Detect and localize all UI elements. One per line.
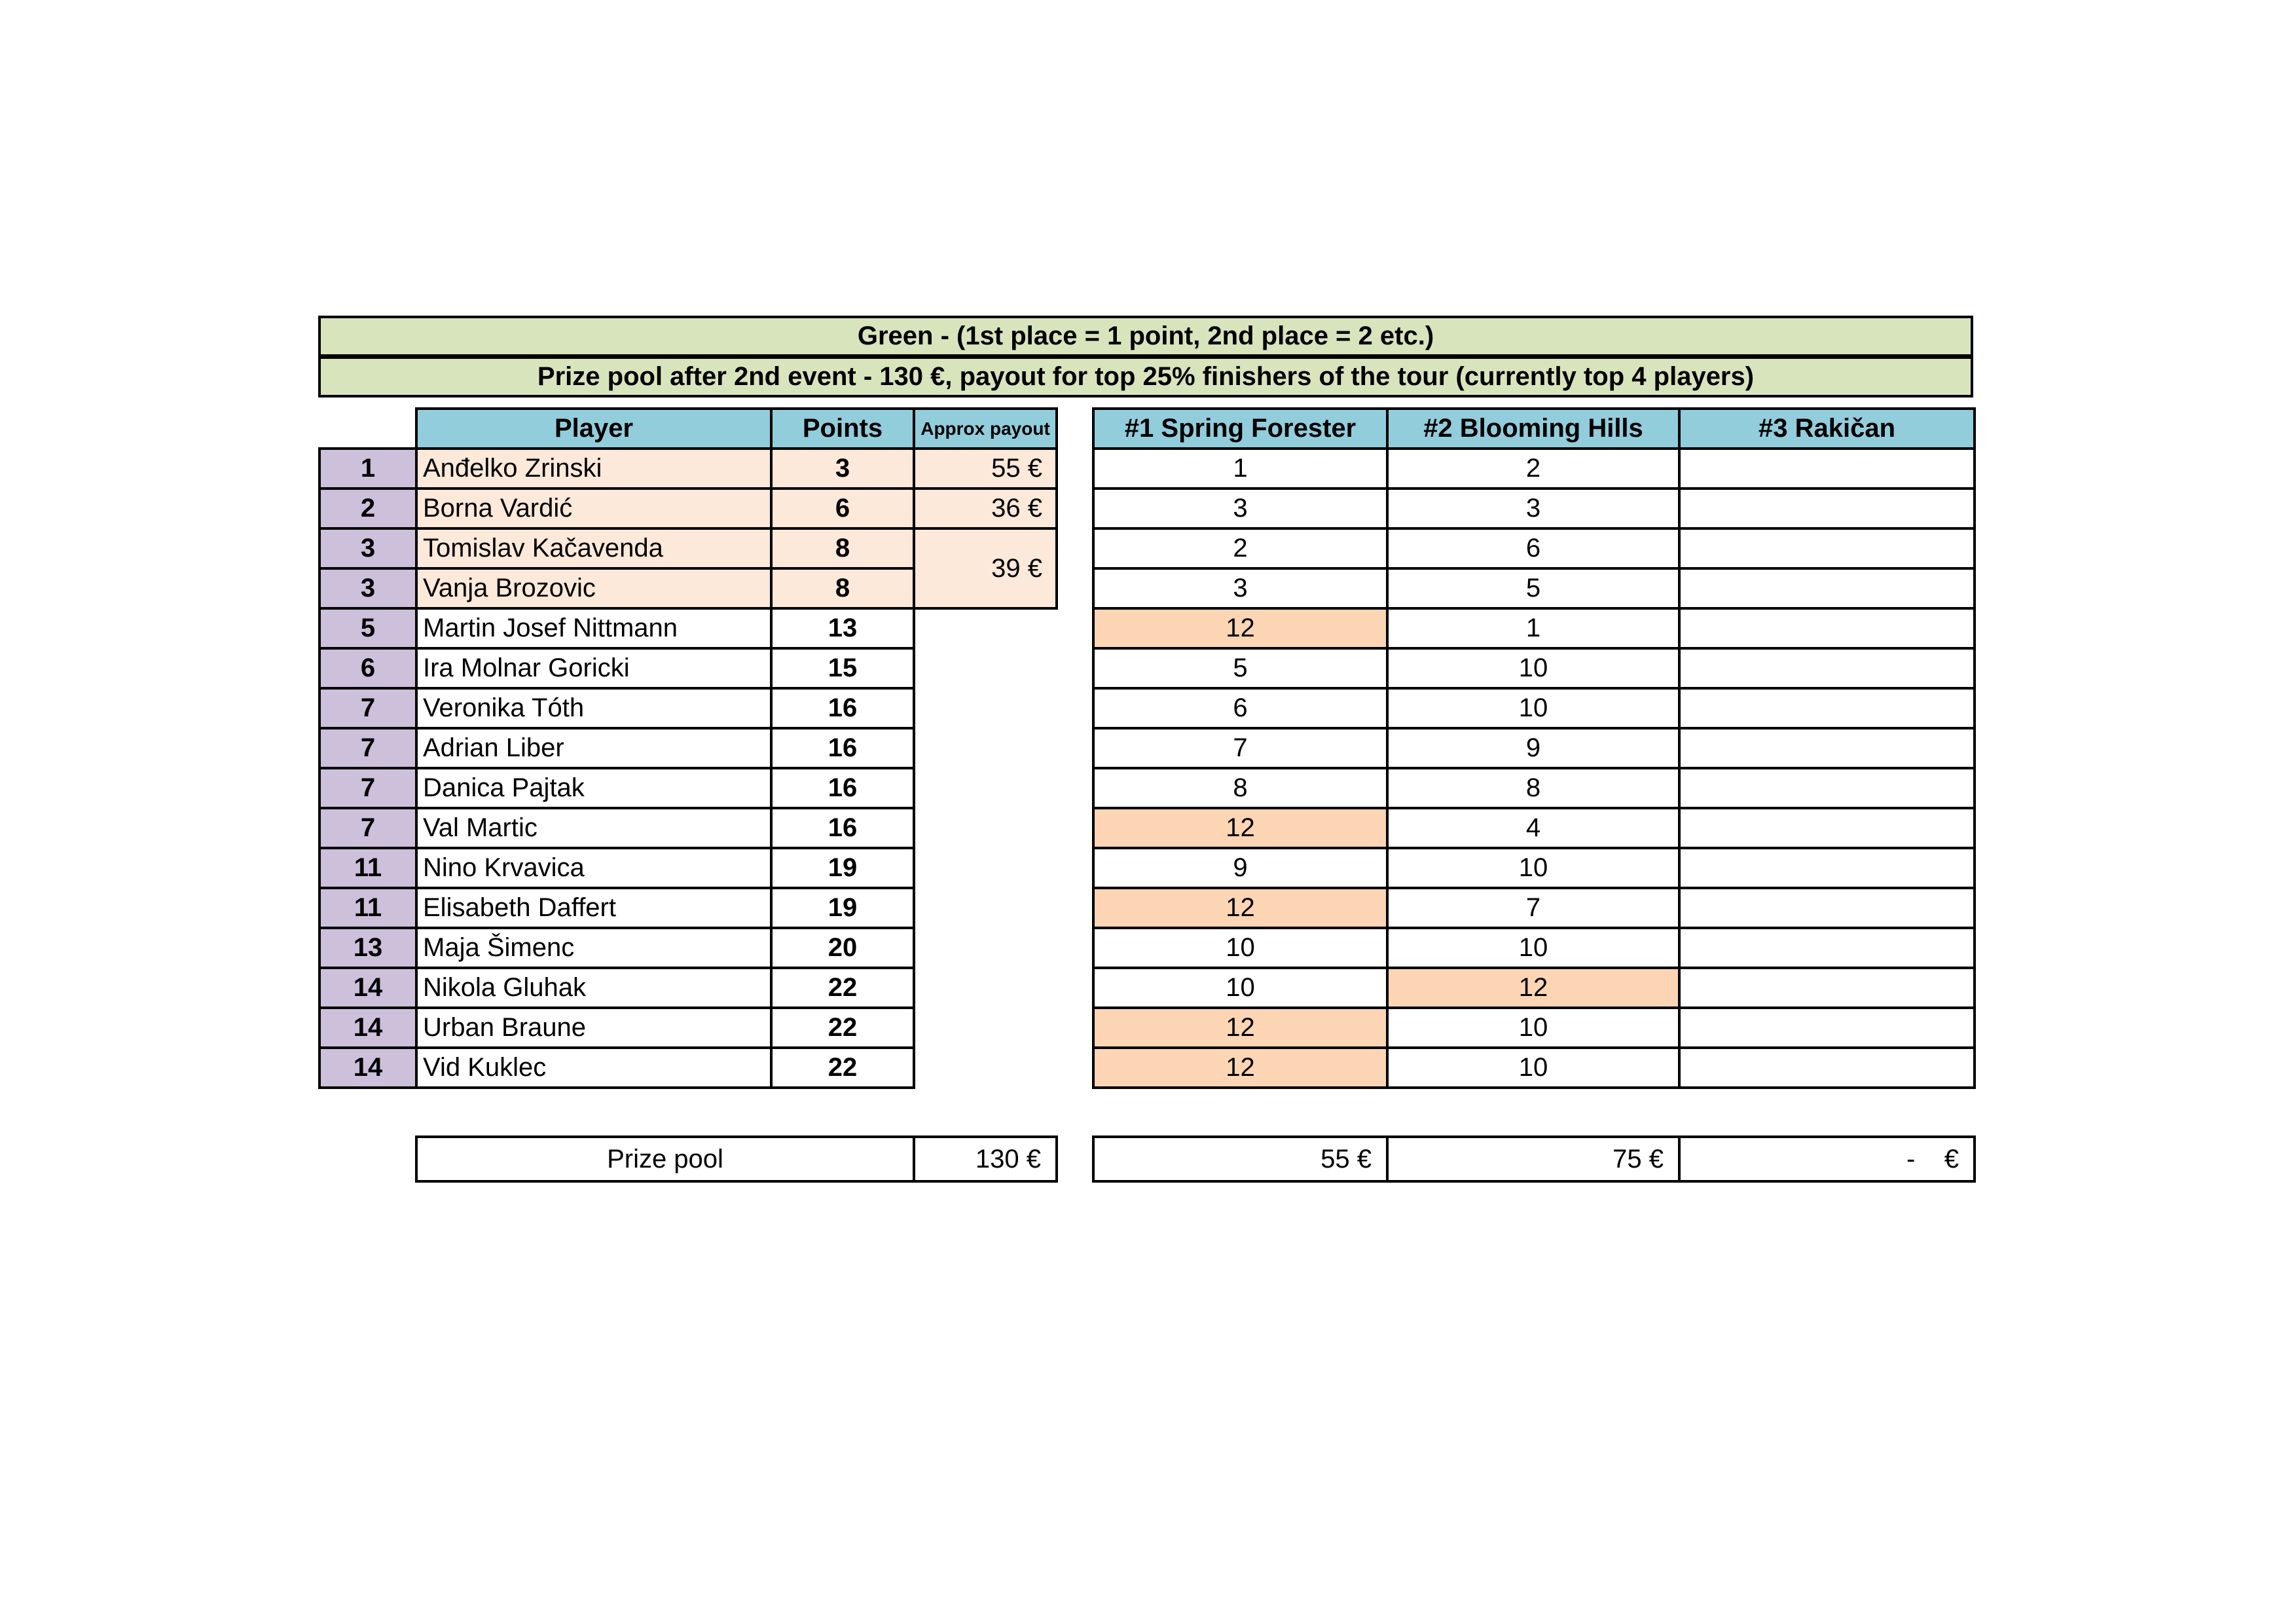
- event-3-cell: [1679, 608, 1975, 648]
- rank-cell: 7: [319, 688, 416, 728]
- event-2-cell: 1: [1387, 608, 1679, 648]
- rank-cell: 7: [319, 768, 416, 808]
- table-row: [319, 808, 1057, 848]
- table-row: [1093, 768, 1975, 808]
- event-1-cell: 7: [1093, 728, 1387, 768]
- table-row: [319, 848, 1057, 888]
- event-1-cell: 12: [1093, 1008, 1387, 1048]
- column-header-event-2: #2 Blooming Hills: [1387, 409, 1679, 449]
- table-row: [1093, 728, 1975, 768]
- rank-cell: 7: [319, 728, 416, 768]
- points-cell: 16: [771, 808, 914, 848]
- event-results-table: [1092, 407, 1976, 1089]
- event-1-cell: 12: [1093, 888, 1387, 928]
- table-row: [319, 1048, 1057, 1088]
- points-cell: 22: [771, 1008, 914, 1048]
- column-header-event-1: #1 Spring Forester: [1093, 409, 1387, 449]
- points-cell: 16: [771, 728, 914, 768]
- column-header-event-3: #3 Rakičan: [1679, 409, 1975, 449]
- points-cell: 16: [771, 768, 914, 808]
- points-cell: 19: [771, 888, 914, 928]
- points-cell: 13: [771, 608, 914, 648]
- event-2-cell: 10: [1387, 688, 1679, 728]
- rank-cell: 14: [319, 968, 416, 1008]
- table-row: [319, 688, 1057, 728]
- event-3-cell: [1679, 768, 1975, 808]
- table-row: [319, 968, 1057, 1008]
- event-3-cell: [1679, 1008, 1975, 1048]
- player-cell: Nino Krvavica: [416, 848, 771, 888]
- prize-event-1: 55 €: [1093, 1137, 1387, 1181]
- event-1-cell: 2: [1093, 528, 1387, 568]
- prize-pool-row: [416, 1137, 1057, 1181]
- rank-cell: 5: [319, 608, 416, 648]
- table-row: [319, 768, 1057, 808]
- event-3-cell: [1679, 568, 1975, 608]
- player-cell: Adrian Liber: [416, 728, 771, 768]
- event-2-cell: 7: [1387, 888, 1679, 928]
- points-cell: 20: [771, 928, 914, 968]
- player-cell: Anđelko Zrinski: [416, 449, 771, 489]
- player-cell: Urban Braune: [416, 1008, 771, 1048]
- event-3-cell: [1679, 928, 1975, 968]
- table-row: [1093, 1008, 1975, 1048]
- rank-cell: 11: [319, 848, 416, 888]
- prize-pool-total-table: [415, 1135, 1058, 1183]
- event-2-cell: 6: [1387, 528, 1679, 568]
- event-1-cell: 3: [1093, 568, 1387, 608]
- table-row: [319, 449, 1057, 489]
- event-2-cell: 3: [1387, 489, 1679, 528]
- player-cell: Nikola Gluhak: [416, 968, 771, 1008]
- event-1-cell: 10: [1093, 968, 1387, 1008]
- prize-pool-subtitle: Prize pool after 2nd event - 130 €, payout for top 25% finishers of the tour (currently top 4 players): [318, 356, 1973, 397]
- player-cell: Ira Molnar Goricki: [416, 648, 771, 688]
- event-3-cell: [1679, 728, 1975, 768]
- column-header-player: Player: [416, 409, 771, 449]
- table-row: [1093, 1048, 1975, 1088]
- table-row: [1093, 888, 1975, 928]
- points-cell: 16: [771, 688, 914, 728]
- player-cell: Veronika Tóth: [416, 688, 771, 728]
- event-2-cell: 5: [1387, 568, 1679, 608]
- table-row: [1093, 968, 1975, 1008]
- event-1-cell: 6: [1093, 688, 1387, 728]
- player-cell: Martin Josef Nittmann: [416, 608, 771, 648]
- rank-cell: 3: [319, 568, 416, 608]
- player-cell: Tomislav Kačavenda: [416, 528, 771, 568]
- table-row: [1093, 528, 1975, 568]
- event-3-cell: [1679, 449, 1975, 489]
- player-cell: Danica Pajtak: [416, 768, 771, 808]
- event-2-cell: 10: [1387, 1008, 1679, 1048]
- prize-pool-events-table: [1092, 1135, 1976, 1183]
- prize-pool-label: Prize pool: [416, 1137, 914, 1181]
- event-header-row: [1093, 409, 1975, 449]
- player-cell: Vid Kuklec: [416, 1048, 771, 1088]
- event-3-cell: [1679, 1048, 1975, 1088]
- event-3-cell: [1679, 848, 1975, 888]
- table-row: [1093, 449, 1975, 489]
- table-row: [319, 728, 1057, 768]
- table-row: [319, 489, 1057, 528]
- player-cell: Borna Vardić: [416, 489, 771, 528]
- event-1-cell: 3: [1093, 489, 1387, 528]
- event-3-cell: [1679, 968, 1975, 1008]
- player-cell: Vanja Brozovic: [416, 568, 771, 608]
- event-2-cell: 8: [1387, 768, 1679, 808]
- event-2-cell: 2: [1387, 449, 1679, 489]
- event-2-cell: 10: [1387, 1048, 1679, 1088]
- event-2-cell: 9: [1387, 728, 1679, 768]
- table-row: [319, 528, 1057, 568]
- prize-pool-total: 130 €: [914, 1137, 1057, 1181]
- points-cell: 15: [771, 648, 914, 688]
- player-cell: Maja Šimenc: [416, 928, 771, 968]
- points-cell: 6: [771, 489, 914, 528]
- event-3-cell: [1679, 648, 1975, 688]
- event-1-cell: 5: [1093, 648, 1387, 688]
- payout-cell: 36 €: [914, 489, 1057, 528]
- payout-cell: 39 €: [914, 528, 1057, 608]
- event-2-cell: 4: [1387, 808, 1679, 848]
- standings-table: [318, 407, 1058, 1089]
- points-cell: 3: [771, 449, 914, 489]
- event-2-cell: 10: [1387, 848, 1679, 888]
- player-cell: Elisabeth Daffert: [416, 888, 771, 928]
- prize-pool-events-row: [1093, 1137, 1975, 1181]
- table-row: [1093, 928, 1975, 968]
- standings-title: Green - (1st place = 1 point, 2nd place = 2 etc.): [318, 316, 1973, 357]
- table-row: [1093, 568, 1975, 608]
- event-3-cell: [1679, 489, 1975, 528]
- standings-header-row: [319, 409, 1057, 449]
- points-cell: 22: [771, 1048, 914, 1088]
- table-row: [319, 1008, 1057, 1048]
- event-1-cell: 12: [1093, 608, 1387, 648]
- column-header-points: Points: [771, 409, 914, 449]
- event-1-cell: 9: [1093, 848, 1387, 888]
- table-row: [1093, 648, 1975, 688]
- event-2-cell: 12: [1387, 968, 1679, 1008]
- table-row: [1093, 848, 1975, 888]
- table-row: [1093, 688, 1975, 728]
- prize-event-3: - €: [1679, 1137, 1975, 1181]
- rank-cell: 14: [319, 1048, 416, 1088]
- table-row: [319, 608, 1057, 648]
- points-cell: 22: [771, 968, 914, 1008]
- event-3-cell: [1679, 888, 1975, 928]
- event-1-cell: 12: [1093, 1048, 1387, 1088]
- event-1-cell: 8: [1093, 768, 1387, 808]
- rank-cell: 7: [319, 808, 416, 848]
- payout-cell: 55 €: [914, 449, 1057, 489]
- table-row: [319, 928, 1057, 968]
- table-row: [319, 888, 1057, 928]
- event-3-cell: [1679, 688, 1975, 728]
- table-row: [1093, 808, 1975, 848]
- column-header-payout: Approx payout: [914, 409, 1057, 449]
- rank-cell: 13: [319, 928, 416, 968]
- rank-cell: 11: [319, 888, 416, 928]
- rank-cell: 6: [319, 648, 416, 688]
- table-row: [319, 648, 1057, 688]
- event-3-cell: [1679, 808, 1975, 848]
- rank-cell: 14: [319, 1008, 416, 1048]
- event-2-cell: 10: [1387, 648, 1679, 688]
- table-row: [1093, 489, 1975, 528]
- event-2-cell: 10: [1387, 928, 1679, 968]
- table-row: [1093, 608, 1975, 648]
- points-cell: 8: [771, 568, 914, 608]
- prize-event-2: 75 €: [1387, 1137, 1679, 1181]
- event-1-cell: 12: [1093, 808, 1387, 848]
- rank-cell: 3: [319, 528, 416, 568]
- event-3-cell: [1679, 528, 1975, 568]
- rank-cell: 1: [319, 449, 416, 489]
- player-cell: Val Martic: [416, 808, 771, 848]
- rank-cell: 2: [319, 489, 416, 528]
- corner-cell: [319, 409, 416, 449]
- points-cell: 19: [771, 848, 914, 888]
- event-1-cell: 1: [1093, 449, 1387, 489]
- event-1-cell: 10: [1093, 928, 1387, 968]
- points-cell: 8: [771, 528, 914, 568]
